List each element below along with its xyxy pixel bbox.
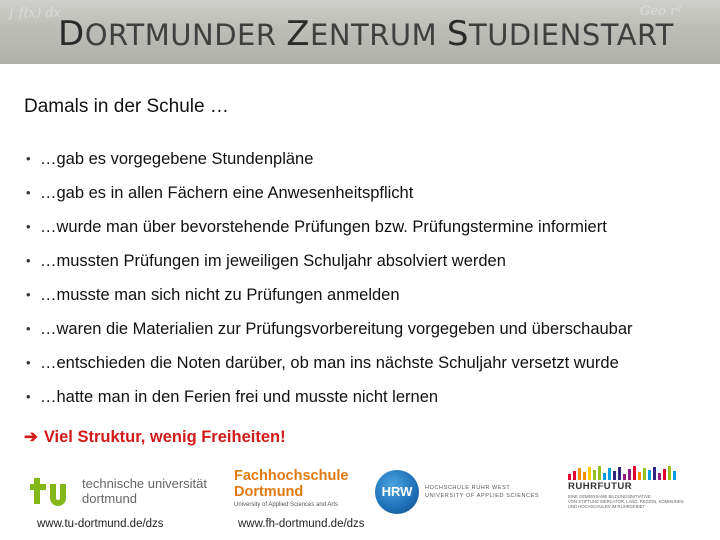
tu-dortmund-logo [30, 474, 220, 508]
bullet-icon: • [26, 321, 31, 336]
tu-name-line1: technische universität [82, 476, 208, 491]
ruhrfutur-title: RUHRFUTUR [568, 481, 633, 492]
tu-logo-icon [30, 474, 76, 508]
tu-url-link[interactable]: www.tu-dortmund.de/dzs [37, 518, 164, 530]
ruhrfutur-logo [568, 466, 693, 516]
fh-name-line1: Fachhochschule [234, 468, 349, 484]
ruhrfutur-bars-icon [568, 466, 688, 480]
list-item: • …waren die Materialien zur Prüfungsvorbereitung vorgegeben und überschaubar [26, 312, 706, 346]
conclusion-text: ➔ Viel Struktur, wenig Freiheiten! [24, 428, 286, 446]
bullet-icon: • [26, 253, 31, 268]
hrw-emblem-icon: HRW [375, 470, 419, 514]
fh-subtitle: University of Applied Sciences and Arts [234, 502, 339, 508]
bullet-icon: • [26, 185, 31, 200]
ruhrfutur-sub-line: UND HOCHSCHULEN IM RUHRGEBIET [568, 504, 646, 509]
list-item: • …wurde man über bevorstehende Prüfungen bzw. Prüfungstermine informiert [26, 210, 706, 244]
chalk-decoration: Geo r² [640, 4, 682, 19]
list-item: • …gab es vorgegebene Stundenpläne [26, 142, 706, 176]
tu-name-line2: dortmund [82, 491, 137, 506]
bullet-list [26, 142, 706, 414]
list-item: • …gab es in allen Fächern eine Anwesenheitspflicht [26, 176, 706, 210]
bullet-icon: • [26, 287, 31, 302]
ruhrfutur-sub-line: EINE GEMEINSAME BILDUNGSINITIATIVE [568, 494, 651, 499]
list-item: • …musste man sich nicht zu Prüfungen anmelden [26, 278, 706, 312]
list-item: • …hatte man in den Ferien frei und musste nicht lernen [26, 380, 706, 414]
fh-dortmund-logo [234, 468, 359, 514]
bullet-icon: • [26, 355, 31, 370]
hrw-name-line1: HOCHSCHULE RUHR WEST [425, 485, 511, 491]
header-title: DORTMUNDER ZENTRUM STUDIENSTART [58, 14, 674, 54]
list-item: • …mussten Prüfungen im jeweiligen Schuljahr absolviert werden [26, 244, 706, 278]
list-item: • …entschieden die Noten darüber, ob man ins nächste Schuljahr versetzt wurde [26, 346, 706, 380]
chalk-decoration: ∫ f(x) dx [8, 6, 61, 21]
fh-url-link[interactable]: www.fh-dortmund.de/dzs [238, 518, 365, 530]
fh-name-line2: Dortmund [234, 484, 304, 500]
bullet-icon: • [26, 389, 31, 404]
arrow-right-icon: ➔ [24, 428, 38, 446]
slide-title: Damals in der Schule … [24, 96, 229, 117]
header-banner [0, 0, 720, 64]
bullet-icon: • [26, 219, 31, 234]
bullet-icon: • [26, 151, 31, 166]
ruhrfutur-sub-line: VON STIFTUNG MERCATOR, LAND, REGION, KOMMUNEN [568, 499, 684, 504]
hrw-logo [375, 468, 555, 514]
hrw-name-line2: UNIVERSITY OF APPLIED SCIENCES [425, 493, 540, 499]
